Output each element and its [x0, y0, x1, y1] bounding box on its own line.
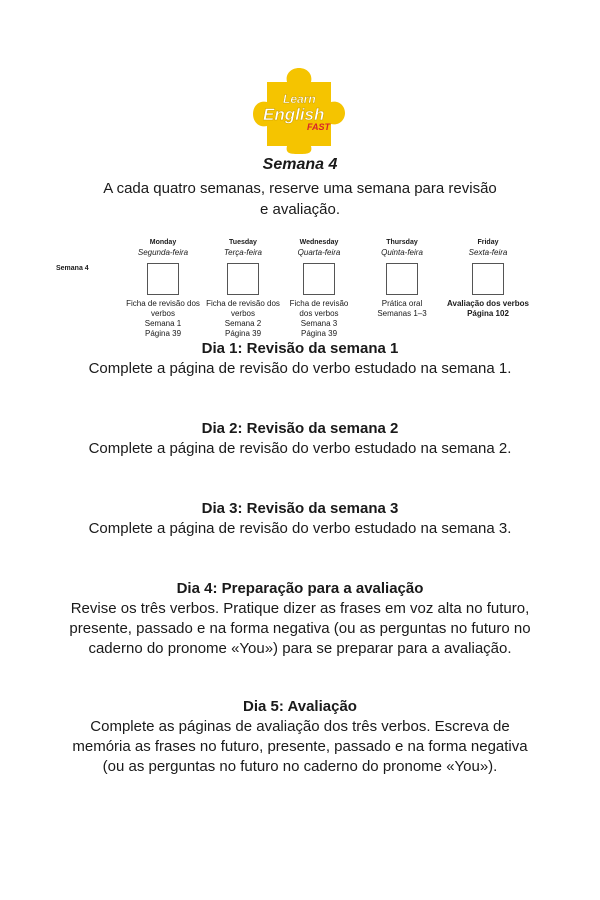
logo-learn-text: Learn	[283, 92, 316, 106]
day-activity: Avaliação dos verbos Página 102	[447, 299, 529, 318]
day-name-pt: Quarta-feira	[297, 248, 341, 257]
day-activity: Ficha de revisão dos verbos Semana 3 Página 39	[289, 299, 349, 338]
day-name-en: Tuesday	[229, 239, 257, 246]
day-name-pt: Sexta-feira	[468, 248, 508, 257]
day-activity: Prática oral Semanas 1–3	[377, 299, 427, 318]
checkbox[interactable]	[303, 263, 335, 295]
schedule-row-label: Semana 4	[56, 265, 89, 272]
day-name-en: Thursday	[386, 239, 418, 246]
section-heading: Dia 5: Avaliação	[243, 698, 357, 715]
section-heading: Dia 1: Revisão da semana 1	[201, 340, 399, 357]
schedule-day-wednesday	[277, 238, 361, 339]
day-name-en: Wednesday	[299, 239, 339, 246]
section-body: Complete a página de revisão do verbo estudado na semana 1.	[88, 360, 512, 377]
schedule-day-thursday	[360, 238, 444, 319]
section-day-1	[60, 339, 540, 379]
logo-fast-text: FAST	[307, 122, 331, 132]
day-name-pt: Segunda-feira	[137, 248, 189, 257]
checkbox[interactable]	[386, 263, 418, 295]
intro-text: A cada quatro semanas, reserve uma semana para revisão e avaliação.	[103, 180, 497, 218]
day-name-pt: Quinta-feira	[381, 248, 423, 257]
checkbox[interactable]	[227, 263, 259, 295]
schedule-day-friday	[446, 238, 530, 319]
checkbox[interactable]	[472, 263, 504, 295]
day-name-en: Monday	[149, 239, 177, 246]
day-name-pt: Terça-feira	[224, 248, 262, 257]
week-title: Semana 4	[262, 156, 338, 173]
section-heading: Dia 3: Revisão da semana 3	[201, 500, 399, 517]
section-day-4	[60, 579, 540, 659]
schedule-day-tuesday	[201, 238, 285, 339]
schedule-day-monday	[121, 238, 205, 339]
section-heading: Dia 2: Revisão da semana 2	[201, 420, 399, 437]
day-activity: Ficha de revisão dos verbos Semana 2 Página 39	[206, 299, 280, 338]
checkbox[interactable]	[147, 263, 179, 295]
section-day-5	[60, 697, 540, 777]
day-activity: Ficha de revisão dos verbos Semana 1 Página 39	[126, 299, 200, 338]
logo-english-text: English	[263, 105, 325, 124]
section-body: Complete a página de revisão do verbo estudado na semana 2.	[88, 440, 512, 457]
section-heading: Dia 4: Preparação para a avaliação	[176, 580, 424, 597]
day-name-en: Friday	[477, 239, 499, 246]
section-day-2	[60, 419, 540, 459]
section-day-3	[60, 499, 540, 539]
learn-english-fast-logo	[253, 68, 345, 154]
section-body: Complete as páginas de avaliação dos três verbos. Escreva de memória as frases no futuro, presente, passado e na forma negativa (ou as perguntas no futuro no caderno do pronome «You»).	[72, 718, 528, 775]
section-body: Revise os três verbos. Pratique dizer as frases em voz alta no futuro, presente, passado e na forma negativa (ou as perguntas no futuro no caderno do pronome «You») para se preparar para a avaliação.	[69, 600, 531, 657]
puzzle-piece-icon	[253, 68, 345, 154]
section-body: Complete a página de revisão do verbo estudado na semana 3.	[88, 520, 512, 537]
